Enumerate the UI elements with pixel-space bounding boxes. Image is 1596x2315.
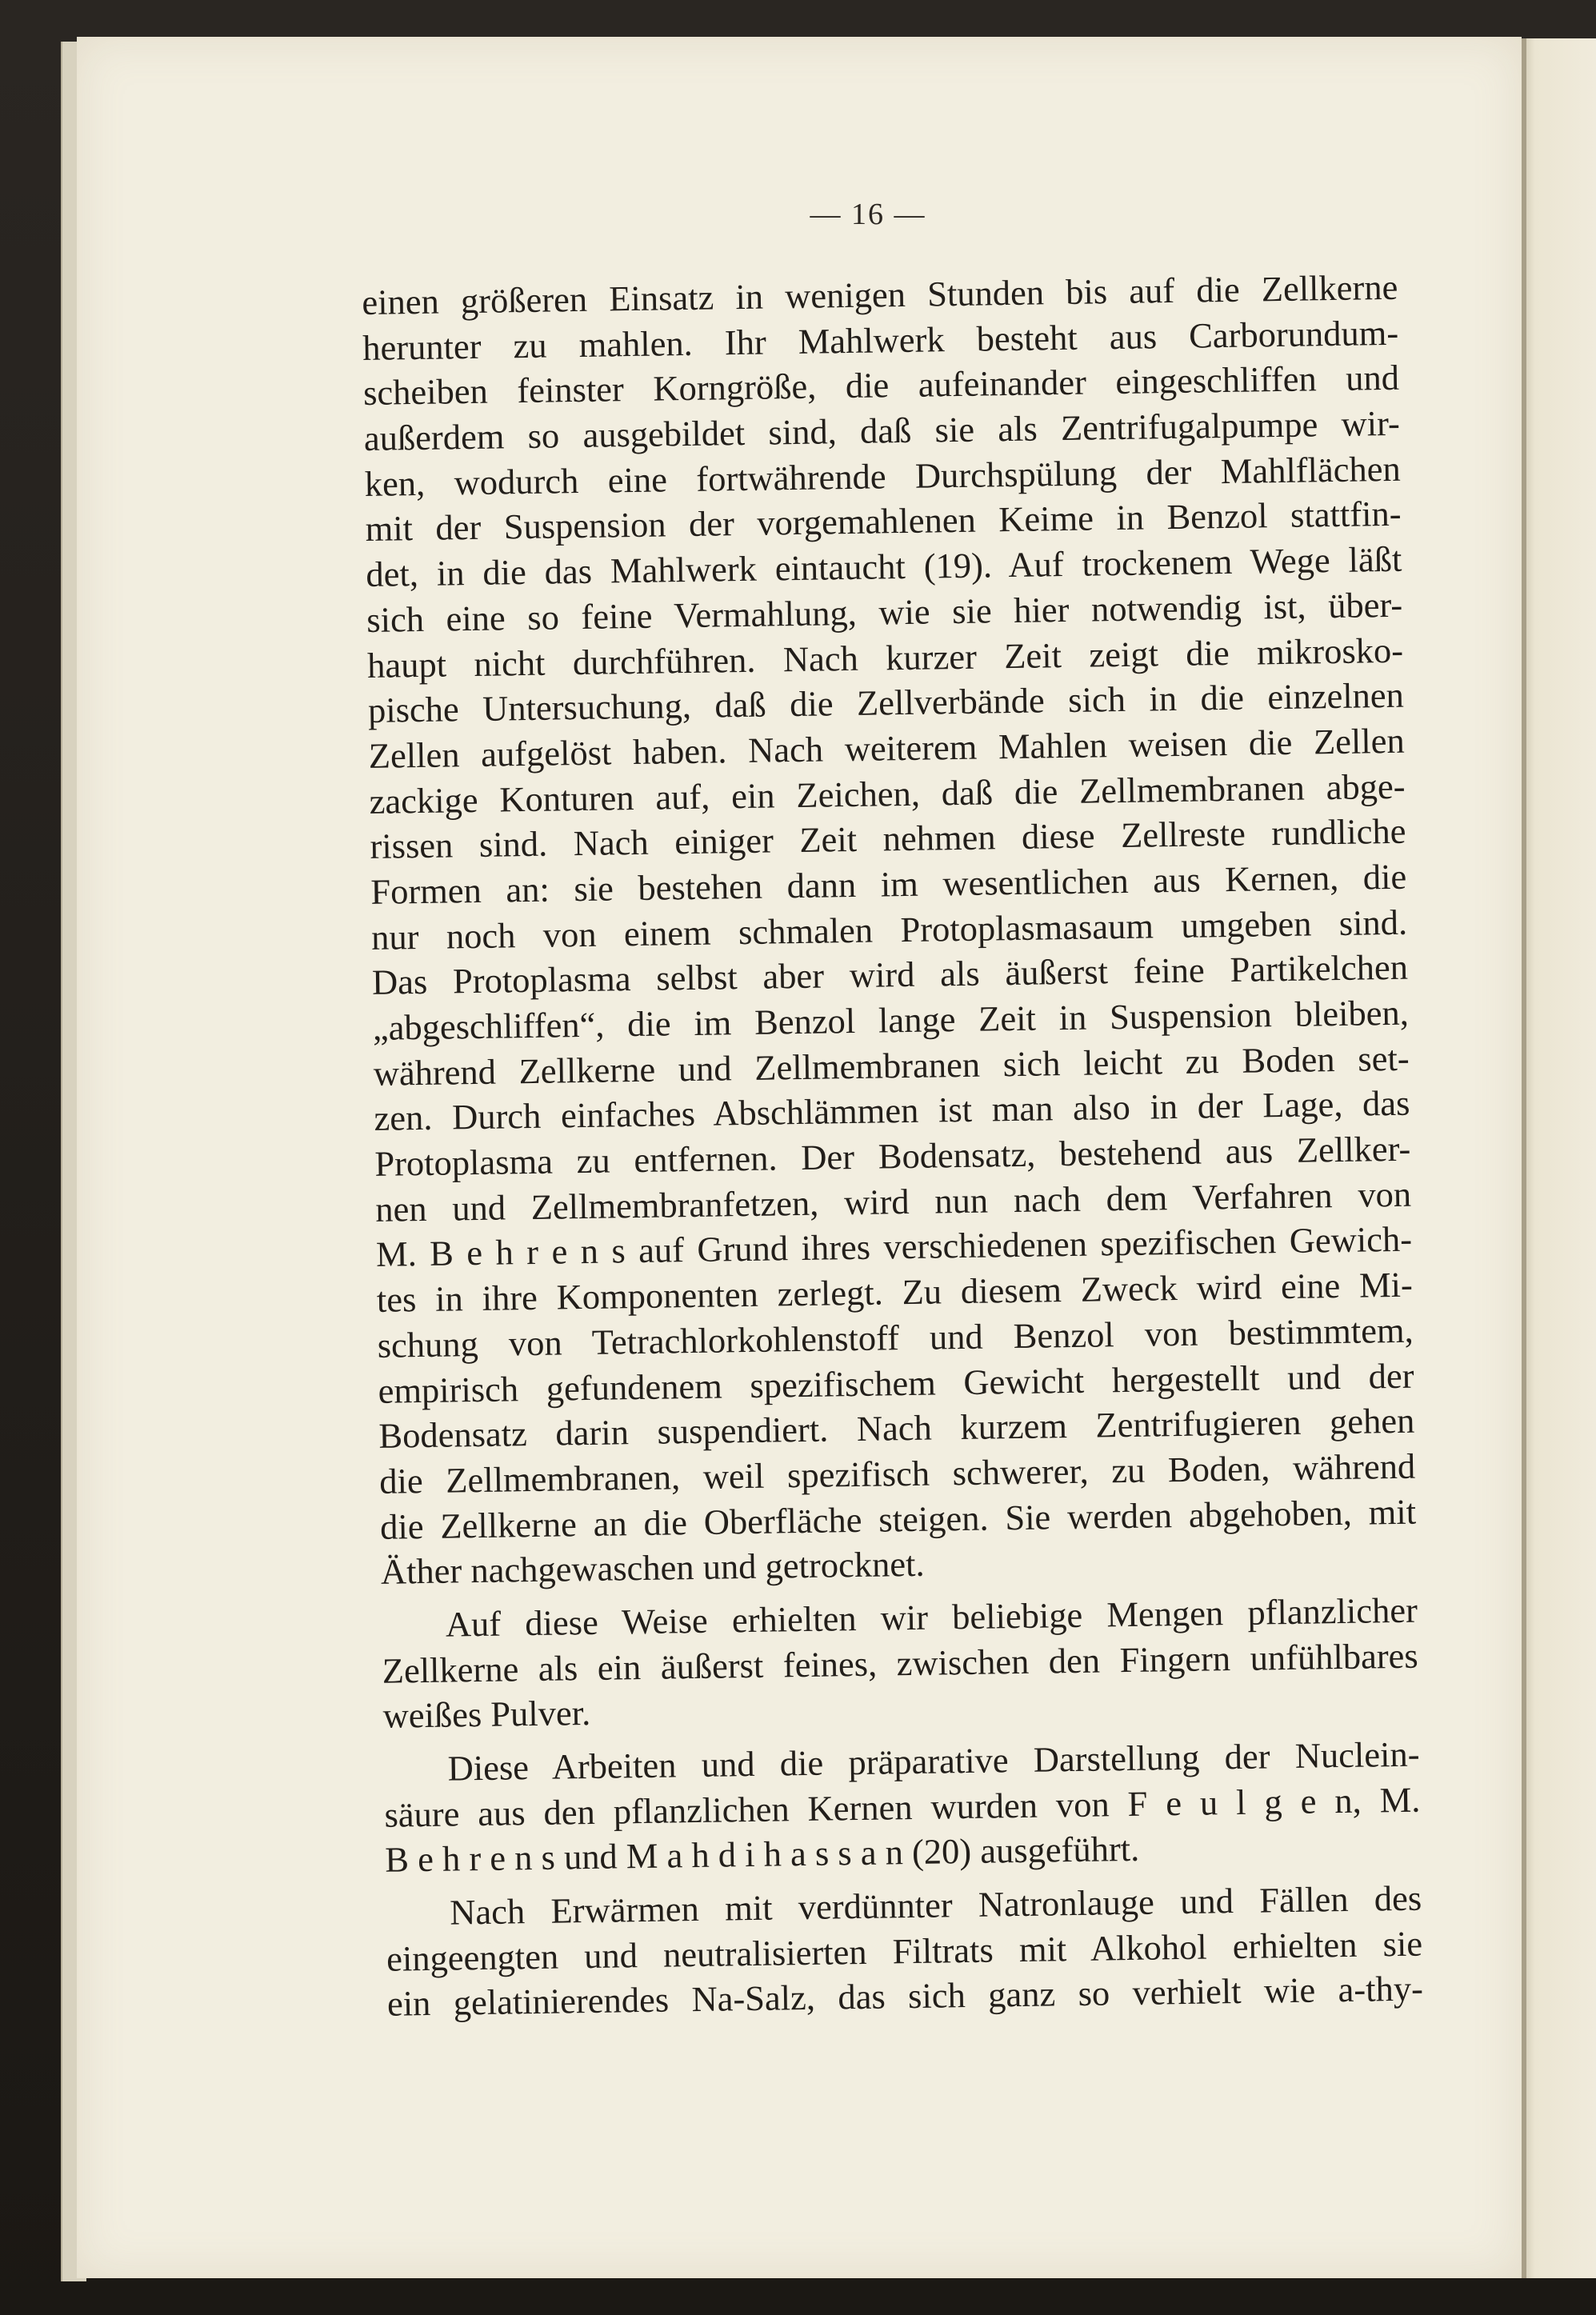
paragraph <box>386 1876 1423 2027</box>
text-line: die Zellmembranen, weil spezifisch schwerer, zu Boden, während <box>378 1445 1416 1501</box>
body-text <box>362 265 1423 2027</box>
text-line: weißes Pulver. <box>382 1693 591 1737</box>
text-line: pische Untersuchung, daß die Zellverbände sich in die einzelnen <box>367 674 1405 731</box>
page-stack-edge-right <box>1522 38 1596 2278</box>
text-line: die Zellkerne an die Oberfläche steigen. Sie werden abgehoben, mit <box>379 1491 1417 1547</box>
text-line: zackige Konturen auf, ein Zeichen, daß die Zellmembranen abge- <box>369 766 1406 822</box>
text-line: Zellkerne als ein äußerst feines, zwischen den Fingern unfühlbares <box>382 1635 1419 1691</box>
text-line: sich eine so feine Vermahlung, wie sie hier notwendig ist, über- <box>366 584 1403 640</box>
text-line: säure aus den pflanzlichen Kernen wurden von F e u l g e n, M. <box>384 1779 1421 1835</box>
text-line: Auf diese Weise erhielten wir beliebige Mengen pflanzlicher <box>445 1589 1418 1645</box>
page-number: — 16 — <box>810 198 926 231</box>
text-line: mit der Suspension der vorgemahlenen Keime in Benzol stattfin- <box>365 494 1402 550</box>
paragraph <box>382 1588 1419 1739</box>
text-line: nur noch von einem schmalen Protoplasmasaum umgeben sind. <box>370 902 1408 958</box>
paragraph <box>383 1732 1421 1883</box>
text-line: scheiben feinster Korngröße, die aufeinander eingeschliffen und <box>362 358 1400 414</box>
text-line: nen und Zellmembranfetzen, wird nun nach dem Verfahren von <box>374 1173 1412 1229</box>
text-line: außerdem so ausgebildet sind, daß sie als Zentrifugalpumpe wir- <box>363 402 1401 459</box>
text-line: det, in die das Mahlwerk eintaucht (19). Auf trockenem Wege läßt <box>366 538 1402 595</box>
text-line: haupt nicht durchführen. Nach kurzer Zeit zeigt die mikrosko- <box>366 630 1404 686</box>
text-line: einen größeren Einsatz in wenigen Stunden bis auf die Zellkerne <box>362 266 1398 322</box>
text-line: Zellen aufgelöst haben. Nach weiterem Mahlen weisen die Zellen <box>368 720 1406 776</box>
text-line: Protoplasma zu entfernen. Der Bodensatz, bestehend aus Zellker- <box>374 1128 1411 1184</box>
text-line: tes in ihre Komponenten zerlegt. Zu diesem Zweck wird eine Mi- <box>376 1264 1414 1320</box>
text-line: empirisch gefundenem spezifischem Gewicht hergestellt und der <box>378 1355 1414 1411</box>
text-line: während Zellkerne und Zellmembranen sich leicht zu Boden set- <box>373 1038 1410 1094</box>
text-line: ein gelatinierendes Na-Salz, das sich ganz so verhielt wie a-thy- <box>386 1968 1424 2025</box>
text-line: „abgeschliffen“, die im Benzol lange Zeit in Suspension bleiben, <box>372 992 1410 1048</box>
text-line: zen. Durch einfaches Abschlämmen ist man also in der Lage, das <box>374 1083 1410 1139</box>
text-line: Bodensatz darin suspendiert. Nach kurzem Zentrifugieren gehen <box>378 1400 1415 1457</box>
text-line: M. B e h r e n s auf Grund ihres verschiedenen spezifischen Gewich- <box>375 1219 1413 1275</box>
text-line: B e h r e n s und M a h d i h a s s a n (20) ausgeführt. <box>384 1829 1140 1881</box>
text-line: herunter zu mahlen. Ihr Mahlwerk besteht aus Carborundum- <box>362 312 1399 368</box>
text-line: schung von Tetrachlorkohlenstoff und Benzol von bestimmtem, <box>377 1309 1414 1365</box>
text-line: Das Protoplasma selbst aber wird als äußerst feine Partikelchen <box>371 947 1409 1003</box>
text-line: Nach Erwärmen mit verdünnter Natronlauge und Fällen des <box>449 1877 1422 1933</box>
text-line: Diese Arbeiten und die präparative Darstellung der Nuclein- <box>447 1733 1420 1789</box>
text-line: rissen sind. Nach einiger Zeit nehmen diese Zellreste rundliche <box>370 810 1406 867</box>
text-line: Äther nachgewaschen und getrocknet. <box>380 1543 925 1593</box>
text-line: eingeengten und neutralisierten Filtrats mit Alkohol erhielten sie <box>386 1923 1423 1979</box>
text-line: Formen an: sie bestehen dann im wesentlichen aus Kernen, die <box>370 856 1407 912</box>
text-line: ken, wodurch eine fortwährende Durchspülung der Mahlflächen <box>364 448 1402 504</box>
paragraph <box>362 265 1417 1595</box>
